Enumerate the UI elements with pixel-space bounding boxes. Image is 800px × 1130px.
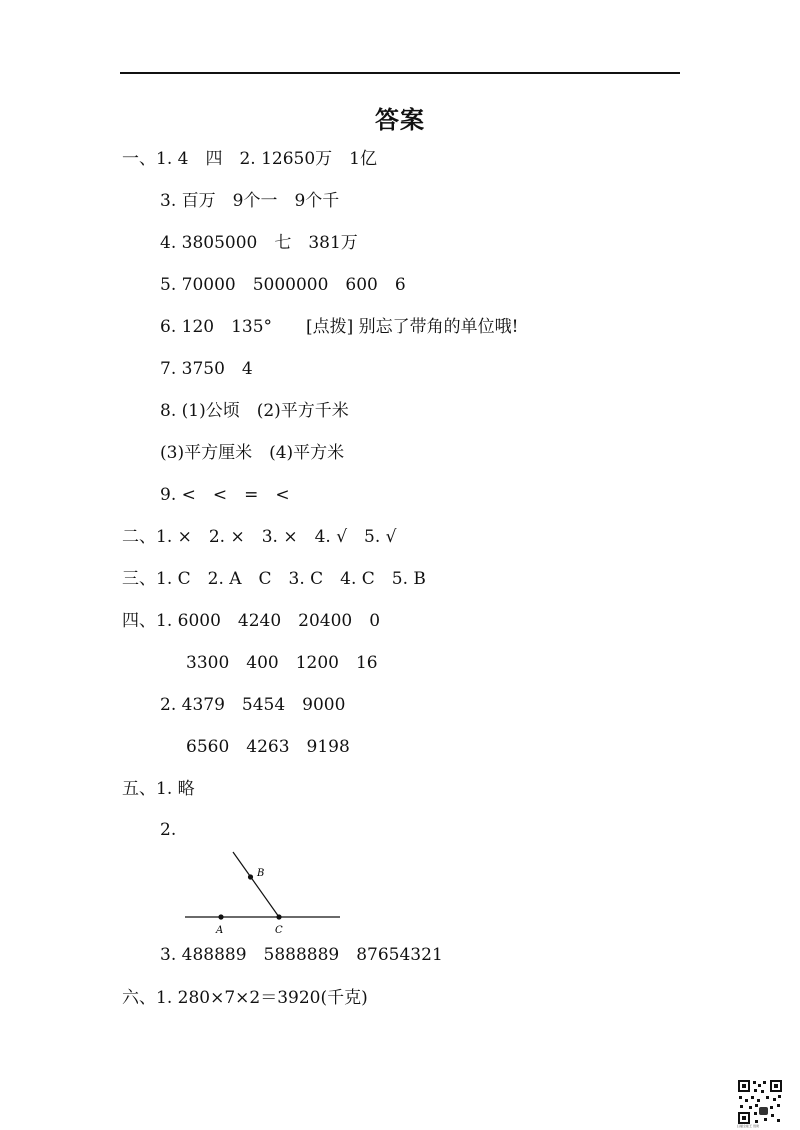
answer-line-17: 2.: [160, 820, 177, 840]
answer-line-14: 2. 4379 5454 9000: [160, 695, 346, 715]
top-rule: [120, 72, 680, 74]
answer-line-8: (3)平方厘米 (4)平方米: [160, 443, 345, 463]
geometry-figure: [185, 848, 345, 938]
answer-line-13: 3300 400 1200 16: [186, 653, 378, 673]
answer-line-19: 六、1. 280×7×2＝3920(千克): [122, 988, 368, 1008]
point-c: [276, 914, 281, 919]
answer-line-7: 8. (1)公顷 (2)平方千米: [160, 401, 349, 421]
page-title: 答案: [375, 106, 425, 134]
answer-line-18: 3. 488889 5888889 87654321: [160, 945, 443, 965]
label-c: C: [275, 925, 283, 936]
qr-code-icon: [737, 1079, 783, 1125]
label-a: A: [216, 925, 224, 936]
answer-line-1: 一、1. 4 四 2. 12650万 1亿: [122, 149, 377, 169]
point-b: [248, 874, 253, 879]
answer-line-10: 二、1. × 2. × 3. × 4. √ 5. √: [122, 527, 397, 547]
answer-line-2: 3. 百万 9个一 9个千: [160, 191, 340, 211]
qr-caption: 扫描全能王 创建: [737, 1124, 759, 1128]
answer-line-3: 4. 3805000 七 381万: [160, 233, 358, 253]
point-a: [218, 914, 223, 919]
answer-line-11: 三、1. C 2. A C 3. C 4. C 5. B: [122, 569, 426, 589]
answer-line-9: 9. < < = <: [160, 485, 290, 505]
answer-line-15: 6560 4263 9198: [186, 737, 350, 757]
answer-line-4: 5. 70000 5000000 600 6: [160, 275, 406, 295]
line-bc: [233, 852, 279, 917]
answer-line-6: 7. 3750 4: [160, 359, 253, 379]
label-b: B: [257, 868, 265, 879]
answer-line-16: 五、1. 略: [122, 779, 195, 799]
answer-line-12: 四、1. 6000 4240 20400 0: [122, 611, 381, 631]
answer-line-5: 6. 120 135° [点拨] 别忘了带角的单位哦!: [160, 317, 519, 337]
